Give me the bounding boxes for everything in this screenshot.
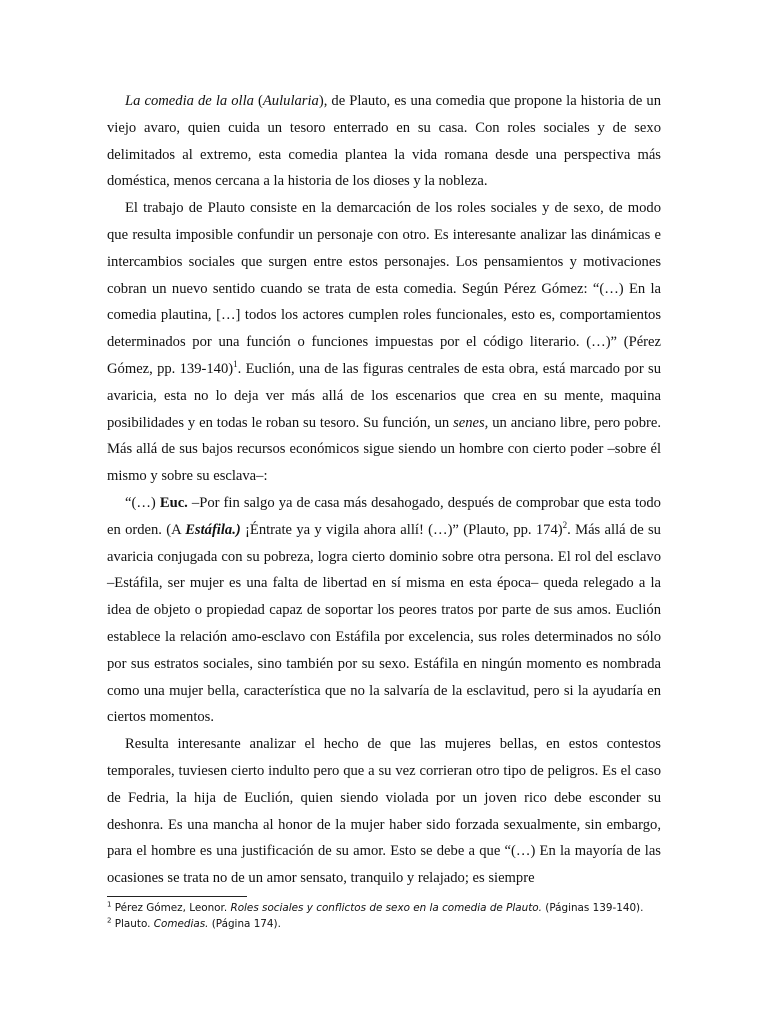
footnote-ref-1[interactable]: 1 xyxy=(233,359,238,370)
paren-open: ( xyxy=(253,93,263,109)
work-title: La comedia de la olla xyxy=(125,93,254,109)
footnote-2-title: Comedias. xyxy=(153,917,209,930)
quote-text: –Por fin salgo ya de casa más desahogado, después de comprobar que esta todo en orden. (A xyxy=(107,494,661,538)
quote-open: “(…) xyxy=(125,494,160,511)
paragraph-4-text: Resulta interesante analizar el hecho de que las mujeres bellas, en estos contestos temporales, tuviesen cierto indulto pero que a su vez corrieran otro tipo de peligros. Es el caso de Fedria, la hija de Euclión, quien siendo violada por un joven rico debe esconder su deshonra. Es una mancha al honor de la mujer haber sido forzada sexualmente, sin embargo, para el hombre es una justificación de su amor. Esto se debe a que “(…) En la mayoría de las ocasiones se trata no de un amor sensato, tranquilo y relajado; es siempre xyxy=(107,736,661,887)
footnote-1 xyxy=(107,901,661,917)
footnote-1-author: Pérez Gómez, Leonor. xyxy=(111,902,231,914)
paragraph-1-text: ), de Plauto, es una comedia que propone la historia de un viejo avaro, quien cuida un tesoro enterrado en su casa. Con roles sociales y de sexo delimitados al extremo, esta comedia plantea la vida romana desde una perspectiva más doméstica, menos cercana a la historia de los dioses y la nobleza. xyxy=(107,93,662,190)
paragraph-2-text: El trabajo de Plauto consiste en la demarcación de los roles sociales y de sexo, de modo que resulta imposible confundir un personaje con otro. Es interesante analizar las dinámicas e intercambios sociales que surgen entre estos personajes. Los pensamientos y motivaciones cobran un nuevo sentido cuando se trata de esta comedia. Según Pérez Gómez: “(…) En la comedia plautina, […] todos los actores cumplen roles funcionales, esto es, comportamientos determinados por una función o funciones impuestas por el código literario. (…)” (Pérez Gómez, pp. 139-140) xyxy=(107,200,661,377)
footnote-2-pages: (Página 174). xyxy=(208,917,281,930)
footnote-2-number: 2 xyxy=(107,916,112,925)
footnote-2 xyxy=(107,917,661,933)
paragraph-1 xyxy=(107,88,661,195)
latin-term: senes, xyxy=(453,414,489,431)
paragraph-2 xyxy=(107,195,661,490)
stage-direction-name: Estáfila.) xyxy=(185,521,241,538)
paragraph-2-end: un anciano libre, pero pobre. Más allá de sus bajos recursos económicos sigue siendo un hombre con cierto poder –sobre él mismo y sobre su esclava–: xyxy=(107,414,661,485)
paragraph-3-text: . Más allá de su avaricia conjugada con su pobreza, logra cierto dominio sobre otra persona. El rol del esclavo –Estáfila, ser mujer es una falta de libertad en sí misma en esta época– queda relegado a la idea de objeto o propiedad capaz de soportar los peores tratos por parte de sus amos. Euclión establece la relación amo-esclavo con Estáfila por excelencia, sus roles determinados no sólo por sus estratos sociales, sino también por su sexo. Estáfila en ningún momento es nombrada como una mujer bella, característica que no la salvaría de la esclavitud, pero si la ayudaría en ciertos momentos. xyxy=(107,521,661,726)
footnotes xyxy=(107,901,661,932)
paragraph-3 xyxy=(107,490,661,731)
footnote-separator xyxy=(107,896,247,897)
footnote-ref-2[interactable]: 2 xyxy=(562,519,568,530)
paragraph-4 xyxy=(107,731,661,892)
speaker-label: Euc. xyxy=(159,494,188,511)
footnote-1-title: Roles sociales y conflictos de sexo en la comedia de Plauto. xyxy=(230,902,542,914)
footnote-1-pages: (Páginas 139-140). xyxy=(541,902,644,914)
paragraph-2-continuation: . Euclión, una de las figuras centrales de esta obra, está marcado por su avaricia, esta no lo deja ver más allá de los escenarios que crea en su mente, maquina posibilidades y en todas le roban su tesoro. Su función, un xyxy=(107,360,661,431)
body-text xyxy=(107,88,661,892)
footnote-1-number: 1 xyxy=(107,900,112,909)
original-title: Aulularia xyxy=(262,93,319,109)
footnote-2-author: Plauto. xyxy=(111,917,154,930)
quote-end: ¡Éntrate ya y vigila ahora allí! (…)” (Plauto, pp. 174) xyxy=(240,521,563,538)
